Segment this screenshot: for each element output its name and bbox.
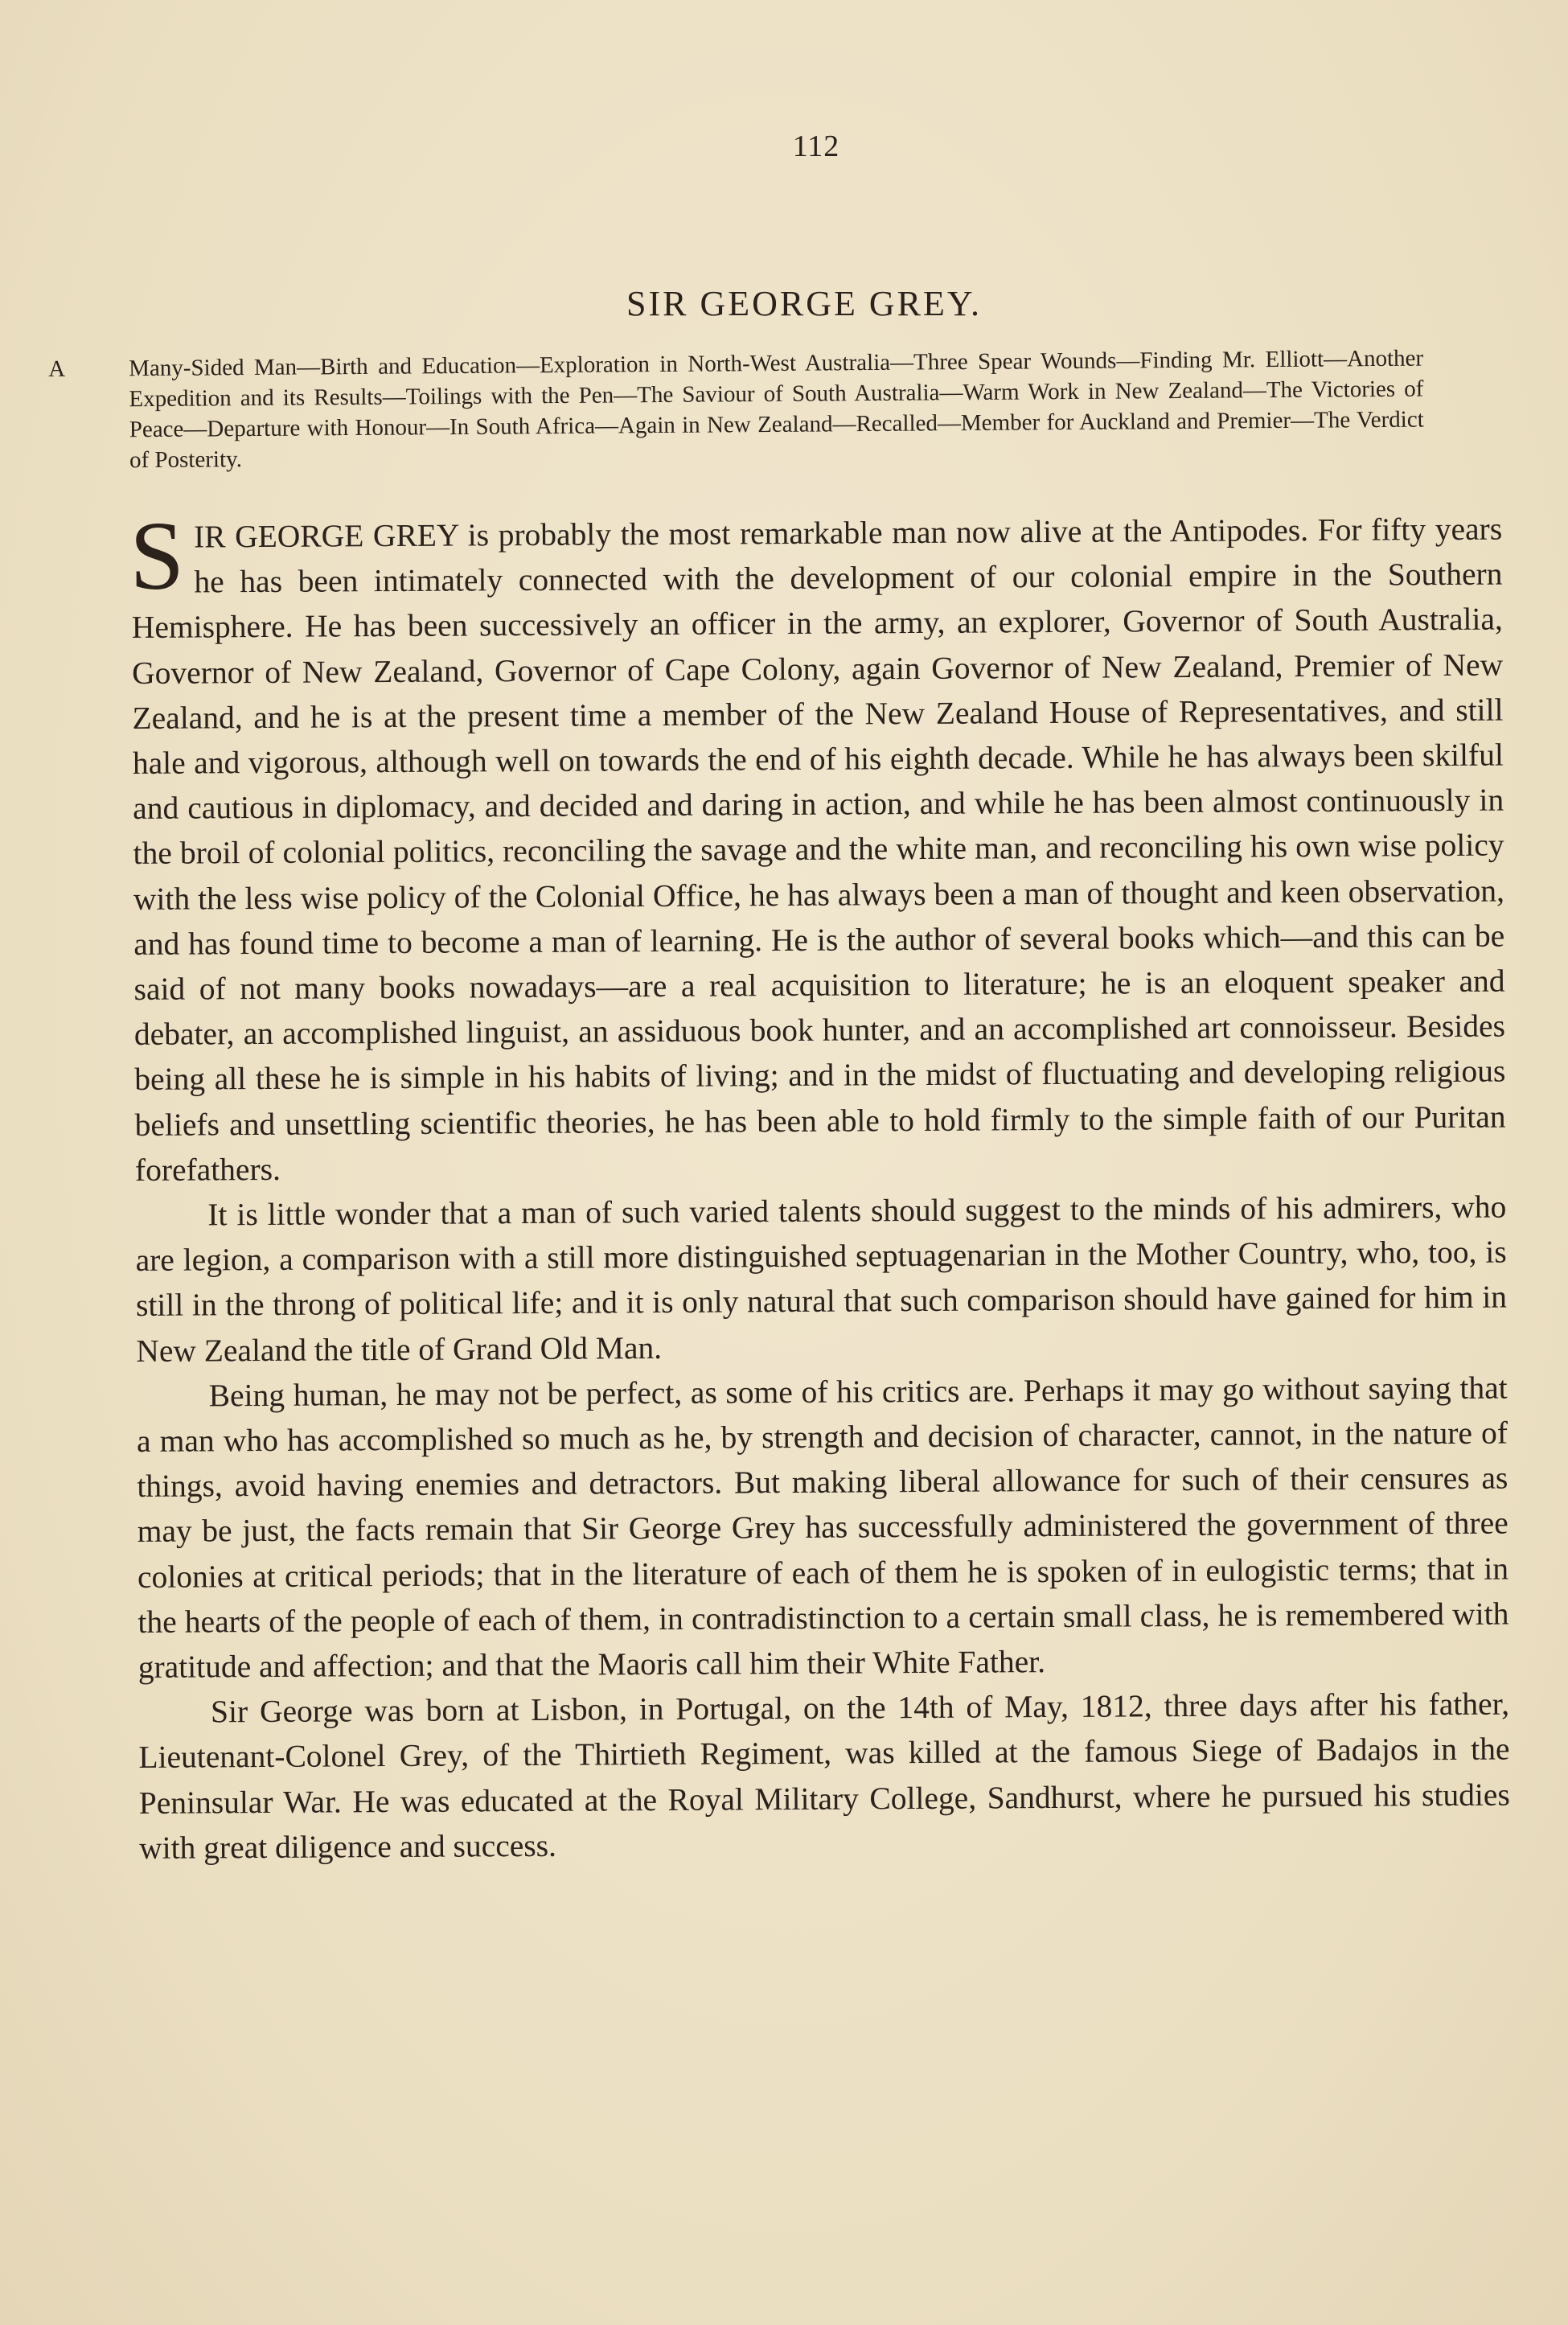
paragraph-4: Sir George was born at Lisbon, in Portugal, on the 14th of May, 1812, three days after his father, Lieutenant-Colonel Grey, of the Thirtieth Regiment, was killed at the famous Siege of Badajos in the Peninsular War. He was educated at the Royal Military College, Sandhurst, where he pursued his studies with great diligence and success.	[138, 1686, 1510, 1866]
page-number: 112	[792, 129, 840, 163]
drop-cap: S	[129, 501, 185, 611]
paragraph-1-text: IR GEORGE GREY is probably the most remarkable man now alive at the Antipodes. For fifty years he has been intimately connected with the development of our colonial empire in the Southern Hemisphere. He has been successively an officer in the army, an explorer, Governor of South Australia, Governor of New Zealand, Governor of Cape Colony, again Governor of New Zealand, Premier of New Zealand, and he is at the present time a member of the New Zealand House of Representatives, and still hale and vigorous, although well on towards the end of his eighth decade. While he has always been skilful and cautious in diplomacy, and decided and daring in action, and while he has been almost continuously in the broil of colonial politics, reconciling the savage and the white man, and reconciling his own wise policy with the less wise policy of the Colonial Office, he has always been a man of thought and keen observation, and has found time to become a man of learning. He is the author of several books which—and this can be said of not many books nowadays—are a real acquisition to literature; he is an eloquent speaker and debater, an accomplished linguist, an assiduous book hunter, and an accomplished art connoisseur. Besides being all these he is simple in his habits of living; and in the midst of fluctuating and developing religious beliefs and unsettling scientific theories, he has been able to hold firmly to the simple faith of our Puritan forefathers.	[131, 511, 1506, 1188]
paragraph-3: Being human, he may not be perfect, as some of his critics are. Perhaps it may go without saying that a man who has accomplished so much as he, by strength and decision of character, cannot, in the nature of things, avoid having enemies and detractors. But making liberal allowance for such of their censures as may be just, the facts remain that Sir George Grey has successfully administered the government of three colonies at critical periods; that in the literature of each of them he is spoken of in eulogistic terms; that in the hearts of the people of each of them, in contradistinction to a certain small class, he is remembered with gratitude and affection; and that the Maoris call him their White Father.	[136, 1370, 1509, 1686]
paragraph-2: It is little wonder that a man of such varied talents should suggest to the minds of his admirers, who are legion, a comparison with a still more distinguished septuagenarian in the Mother Country, who, too, is still in the throng of political life; and it is only natural that such comparison should have gained for him in New Zealand the title of Grand Old Man.	[135, 1189, 1508, 1369]
synopsis-text: Many-Sided Man—Birth and Education—Exploration in North-West Australia—Three Spear Wounds—Finding Mr. Elliott—Another Expedition and its Results—Toilings with the Pen—The Saviour of South Australia—Warm Work in New Zealand—The Victories of Peace—Departure with Honour—In South Africa—Again in New Zealand—Recalled—Member for Auckland and Premier—The Verdict of Posterity.	[129, 345, 1424, 474]
chapter-synopsis	[48, 343, 1424, 476]
synopsis-lead-letter: A	[48, 355, 66, 382]
chapter-title: SIR GEORGE GREY.	[626, 284, 982, 323]
paragraph-1	[129, 501, 1506, 1193]
chapter-body	[129, 501, 1510, 1871]
